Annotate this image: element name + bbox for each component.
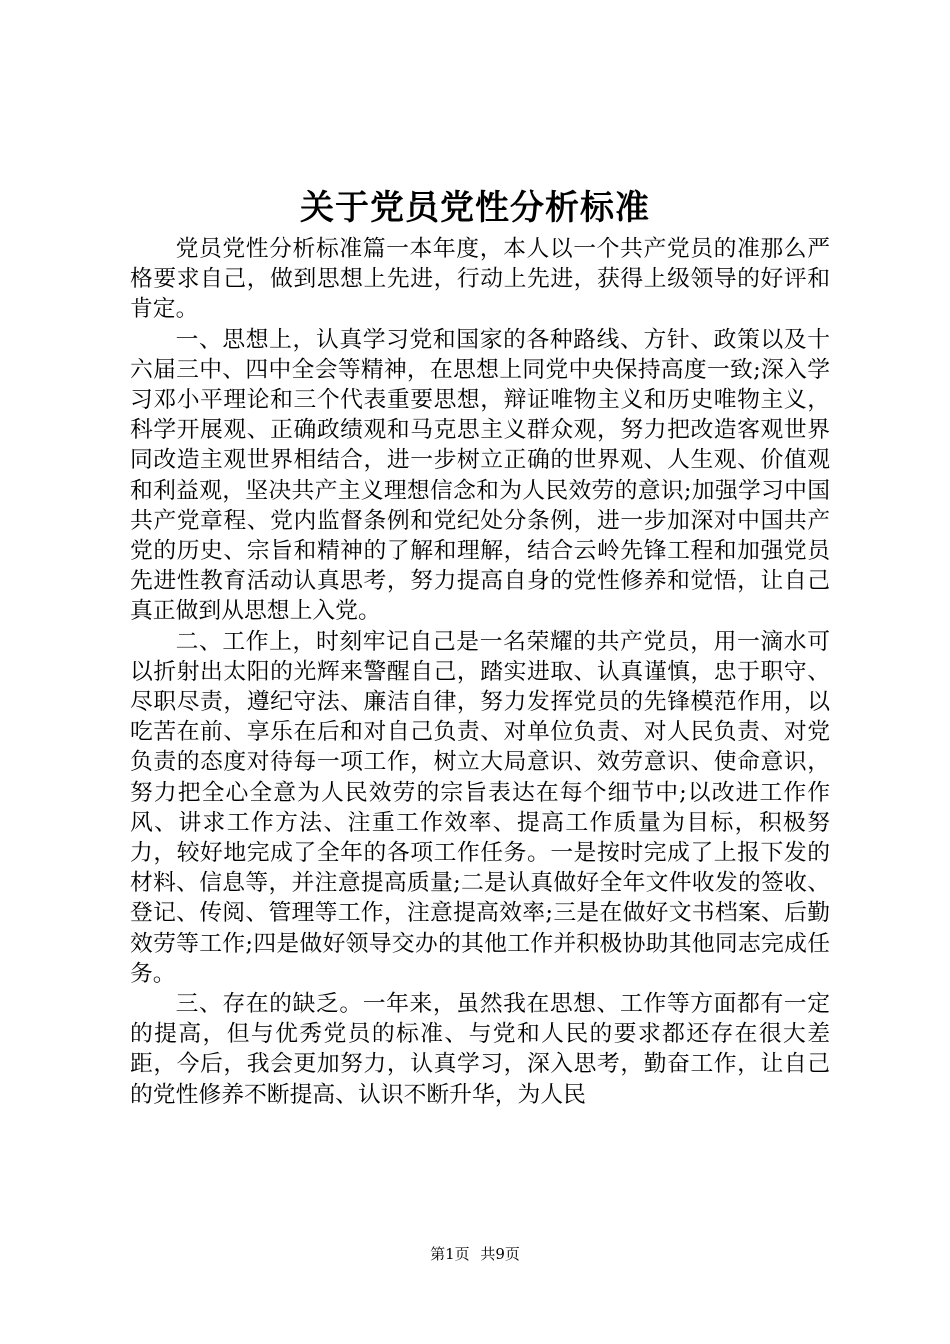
document-title: 关于党员党性分析标准: [300, 188, 650, 228]
paragraph-shortcomings: 三、存在的缺乏。一年来，虽然我在思想、工作等方面都有一定的提高，但与优秀党员的标准、与党和人民的要求都还存在很大差距，今后，我会更加努力，认真学习，深入思考，勤奋工作，让自己的党性修养不断提高、认识不断升华，为人民: [130, 991, 830, 1108]
page-footer: [0, 1244, 950, 1264]
paragraph-thought: 一、思想上，认真学习党和国家的各种路线、方针、政策以及十六届三中、四中全会等精神，在思想上同党中央保持高度一致;深入学习邓小平理论和三个代表重要思想，辩证唯物主义和历史唯物主义，科学开展观、正确政绩观和马克思主义群众观，努力把改造客观世界同改造主观世界相结合，进一步树立正确的世界观、人生观、价值观和利益观，坚决共产主义理想信念和为人民效劳的意识;加强学习中国共产党章程、党内监督条例和党纪处分条例，进一步加深对中国共产党的历史、宗旨和精神的了解和理解，结合云岭先锋工程和加强党员先进性教育活动认真思考，努力提高自身的党性修养和觉悟，让自己真正做到从思想上入党。: [130, 326, 830, 625]
document-body: [130, 234, 830, 1110]
page-number: 第1页: [430, 1245, 470, 1263]
page-total: 共9页: [480, 1245, 520, 1263]
paragraph-work: 二、工作上，时刻牢记自己是一名荣耀的共产党员，用一滴水可以折射出太阳的光辉来警醒自己，踏实进取、认真谨慎，忠于职守、尽职尽责，遵纪守法、廉洁自律，努力发挥党员的先锋模范作用，以吃苦在前、享乐在后和对自己负责、对单位负责、对人民负责、对党负责的态度对待每一项工作，树立大局意识、效劳意识、使命意识，努力把全心全意为人民效劳的宗旨表达在每个细节中;以改进工作作风、讲求工作方法、注重工作效率、提高工作质量为目标，积极努力，较好地完成了全年的各项工作任务。一是按时完成了上报下发的材料、信息等，并注意提高质量;二是认真做好全年文件收发的签收、登记、传阅、管理等工作，注意提高效率;三是在做好文书档案、后勤效劳等工作;四是做好领导交办的其他工作并积极协助其他同志完成任务。: [130, 628, 830, 987]
paragraph-intro: 党员党性分析标准篇一本年度，本人以一个共产党员的准那么严格要求自己，做到思想上先进，行动上先进，获得上级领导的好评和肯定。: [130, 236, 830, 323]
